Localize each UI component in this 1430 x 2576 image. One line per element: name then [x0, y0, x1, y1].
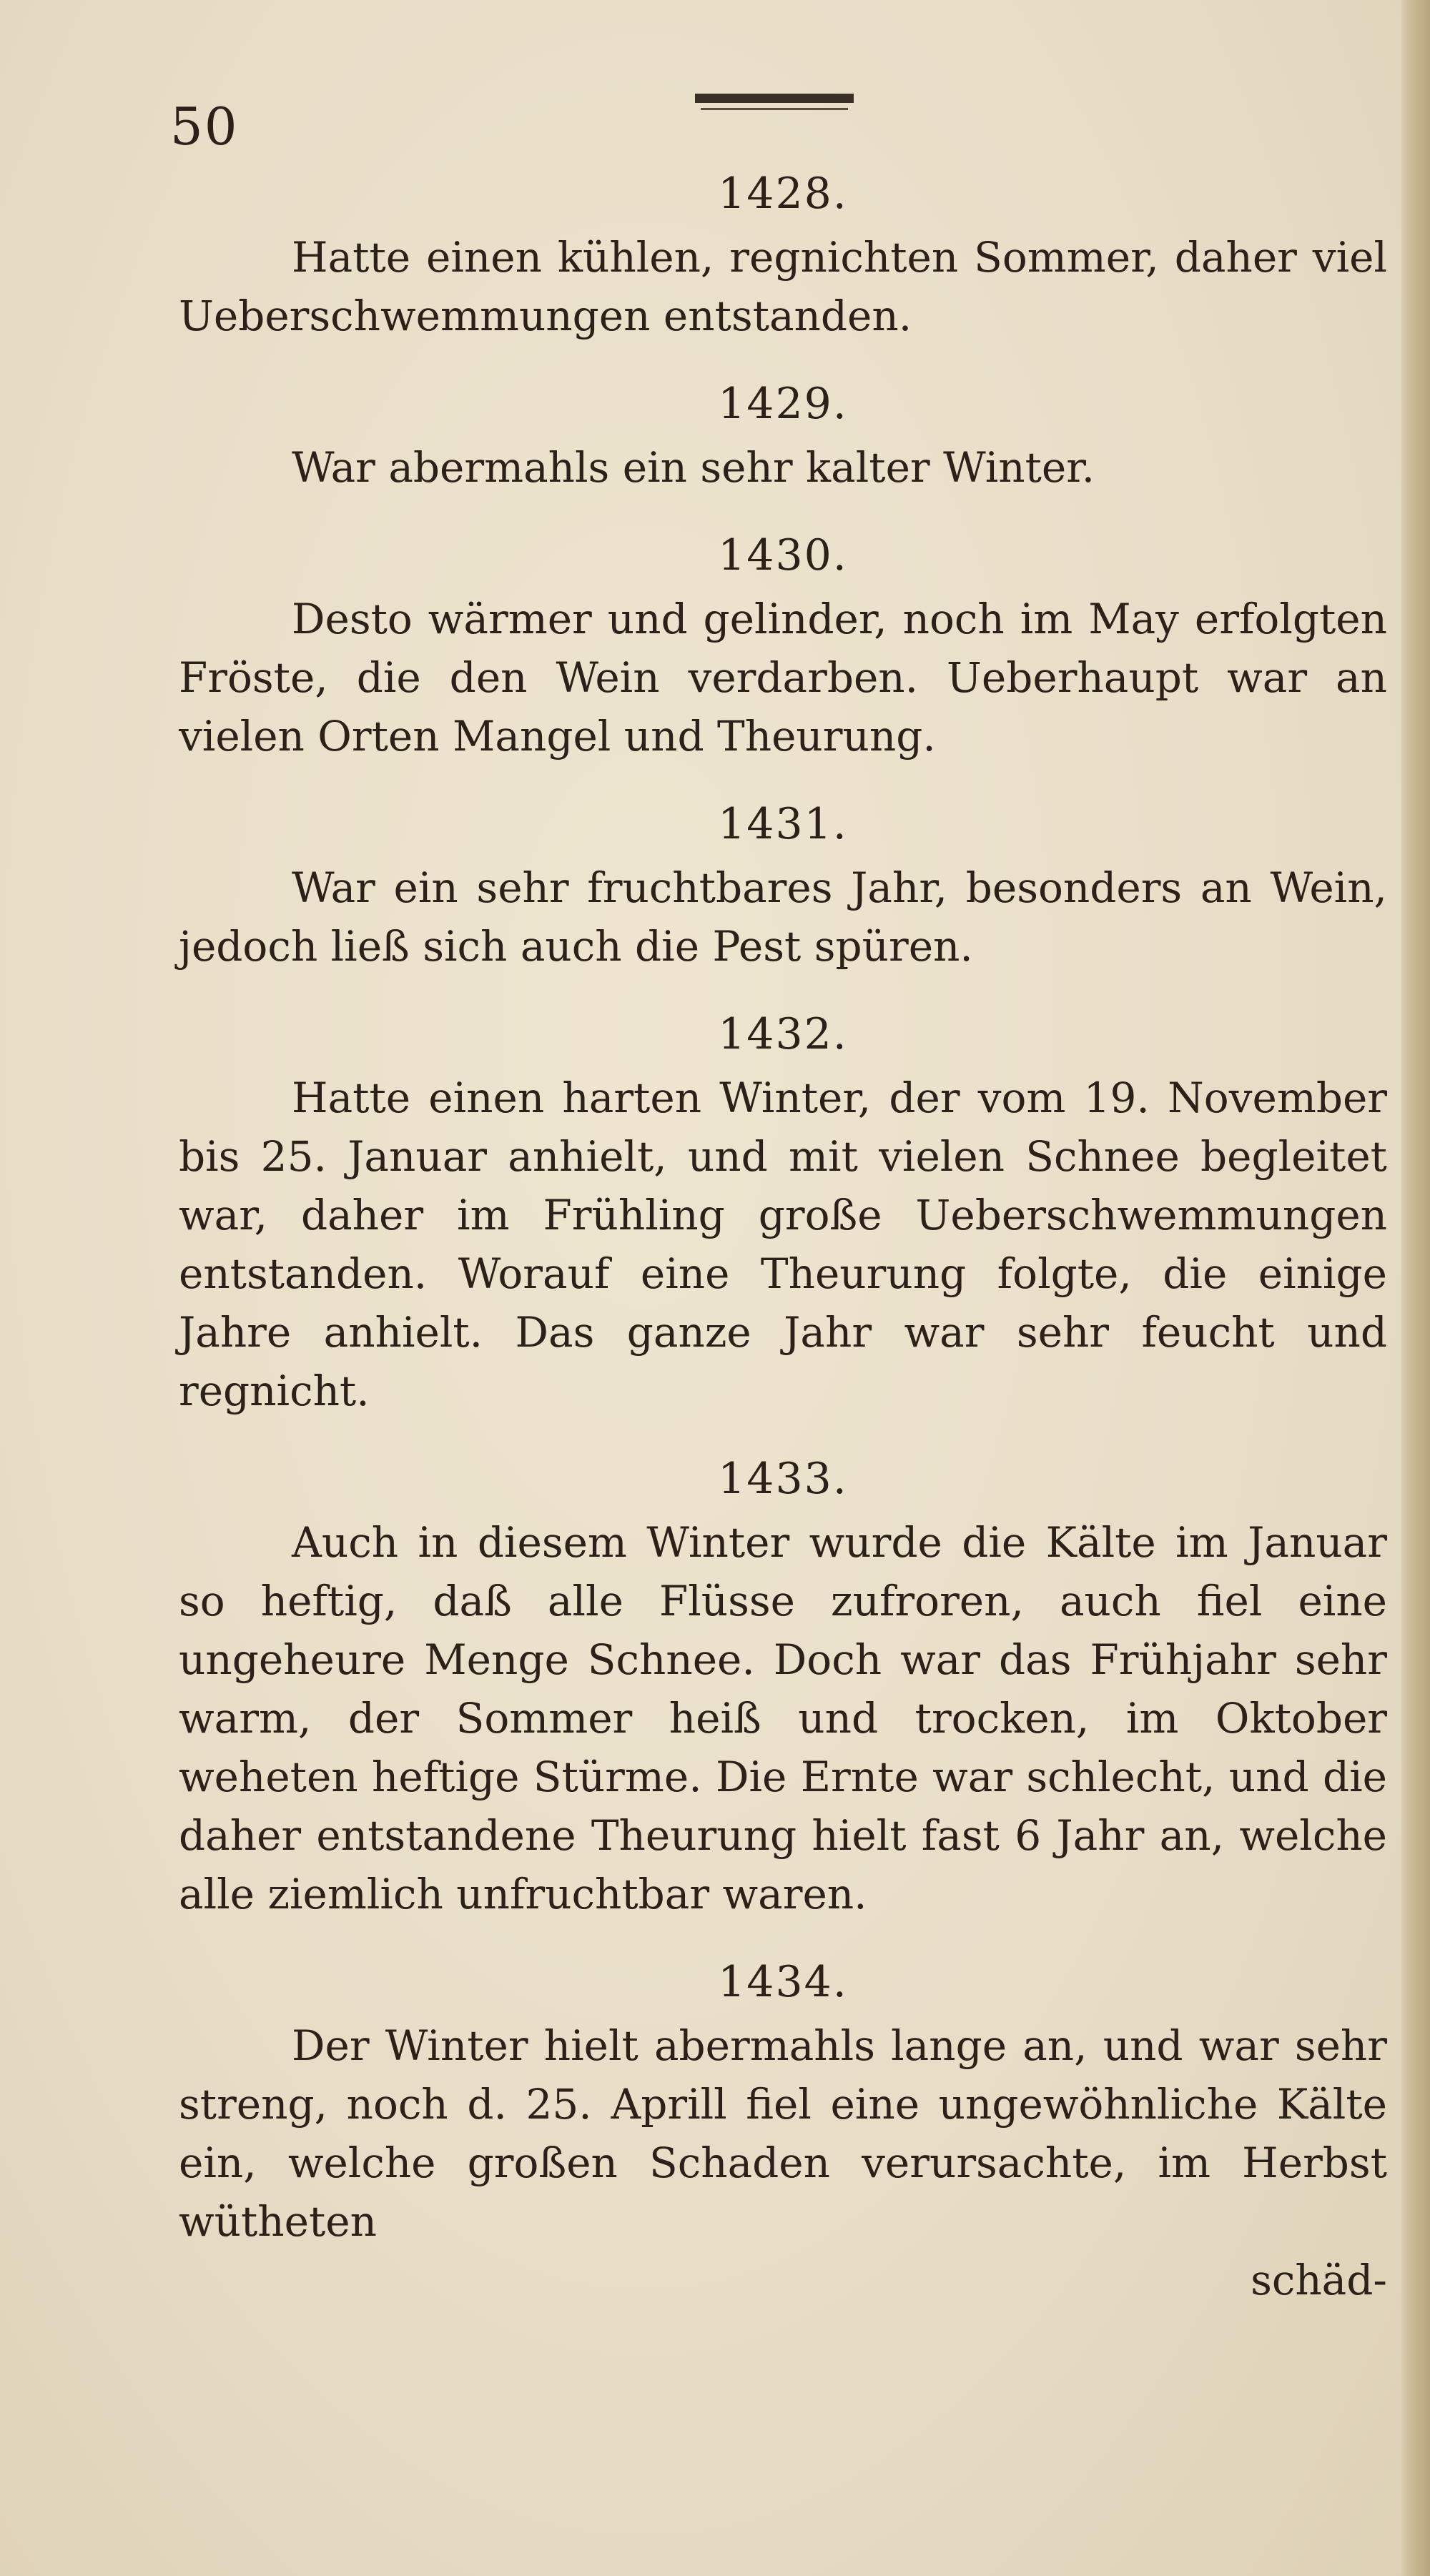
header-rule-line — [701, 108, 848, 110]
entry-text: Desto wärmer und gelinder, noch im May erfolgten Fröste, die den Wein verdarben. Ueberhaupt war an vielen Orten Mangel und Theurung. — [179, 595, 1387, 761]
entry-text: Hatte einen harten Winter, der vom 19. November bis 25. Januar anhielt, und mit vielen Schnee begleitet war, daher im Frühling große Ueberschwemmungen entstanden. Worauf eine Theurung folgte, die einige Jahre anhielt. Das ganze Jahr war sehr feucht und regnicht. — [179, 1074, 1387, 1415]
entry-text: War ein sehr fruchtbares Jahr, besonders an Wein, jedoch ließ sich auch die Pest spüren. — [179, 863, 1387, 971]
entry-1430 — [179, 530, 1387, 766]
entry-text: Hatte einen kühlen, regnichten Sommer, daher viel Ueberschwemmungen entstanden. — [179, 233, 1387, 340]
entry-1434 — [179, 1956, 1387, 2251]
entry-text: Auch in diesem Winter wurde die Kälte im Januar so heftig, daß alle Flüsse zufroren, auch fiel eine ungeheure Menge Schnee. Doch war das Frühjahr sehr warm, der Sommer heiß und trocken, im Oktober weheten heftige Stürme. Die Ernte war schlecht, und die daher entstandene Theurung hielt fast 6 Jahr an, welche alle ziemlich unfruchtbar waren. — [179, 1518, 1387, 1918]
entry-1433 — [179, 1453, 1387, 1923]
entry-year: 1431. — [718, 799, 848, 849]
entry-year: 1432. — [718, 1009, 848, 1059]
book-spine-edge — [1401, 0, 1430, 2576]
header-rule-bar — [695, 94, 854, 103]
entry-1432 — [179, 1009, 1387, 1420]
header-rule-ornament — [695, 89, 854, 117]
entry-year: 1430. — [718, 530, 848, 580]
page-number: 50 — [170, 96, 239, 157]
entry-text: Der Winter hielt abermahls lange an, und war sehr streng, noch d. 25. Aprill fiel eine ungewöhnliche Kälte ein, welche großen Schaden verursachte, im Herbst wütheten — [179, 2021, 1387, 2246]
entry-1429 — [179, 378, 1387, 497]
catchword: schäd- — [1251, 2256, 1387, 2304]
entry-year: 1433. — [718, 1454, 848, 1504]
entry-year: 1429. — [718, 379, 848, 429]
entry-year: 1434. — [718, 1957, 848, 2007]
entry-1428 — [179, 168, 1387, 345]
entry-text: War abermahls ein sehr kalter Winter. — [292, 443, 1095, 492]
chronicle-entries — [179, 168, 1387, 2309]
entry-1431 — [179, 798, 1387, 976]
entry-year: 1428. — [718, 169, 848, 219]
